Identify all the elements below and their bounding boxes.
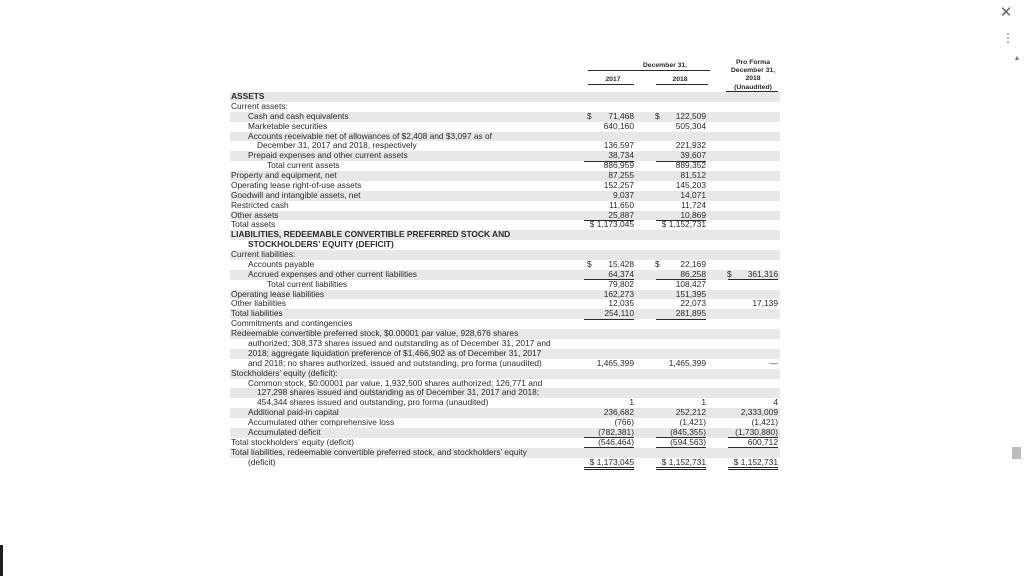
- header-year-2018: 2018: [672, 76, 688, 83]
- cell-c2017: 254,110: [604, 308, 634, 319]
- cell-c2017: 87,255: [608, 170, 634, 181]
- cell-underline: [584, 469, 634, 470]
- cell-c2017: 15,428: [608, 258, 634, 269]
- cell-c2018: 10,869: [680, 209, 706, 220]
- cell-c2017: 136,597: [603, 140, 634, 151]
- cell-c2018: 151,395: [675, 288, 706, 299]
- header-pro-forma-year: 2018: [745, 75, 761, 82]
- row-label: Redeemable convertible preferred stock, $0.00001 par value, 928,676 shares: [231, 328, 519, 339]
- cell-c2018: (1,421): [679, 417, 706, 428]
- dollar-sign: $: [655, 110, 660, 121]
- dollar-sign: $: [587, 110, 592, 121]
- cell-underline: [656, 469, 706, 470]
- cell-c2018: 145,203: [675, 179, 706, 190]
- header-rule-2018: [656, 84, 708, 85]
- cell-c2018: 1: [701, 397, 706, 408]
- row-label: Marketable securities: [248, 120, 328, 131]
- cell-cpf: 361,316: [747, 268, 778, 279]
- row-label: Other liabilities: [231, 298, 286, 309]
- row-label: Cash and cash equivalents: [248, 110, 349, 121]
- row-label: Goodwill and intangible assets, net: [231, 189, 361, 200]
- cell-underline: [728, 469, 778, 470]
- row-label: Total liabilities: [231, 308, 283, 319]
- cell-c2018: 39,607: [680, 150, 706, 161]
- cell-c2017: 236,682: [603, 407, 634, 418]
- row-label: 127,298 shares issued and outstanding as of December 31, 2017 and 2018;: [257, 387, 540, 398]
- cell-c2018: $ 1,152,731: [661, 456, 706, 467]
- row-label: Total assets: [231, 219, 276, 230]
- cell-c2018: 108,427: [675, 278, 706, 289]
- header-rule-2017: [588, 84, 634, 85]
- cell-cpf: (1,421): [751, 417, 778, 428]
- row-label: Accrued expenses and other current liabilities: [248, 268, 417, 279]
- row-label: and 2018; no shares authorized, issued and outstanding, pro forma (unaudited): [248, 357, 542, 368]
- close-icon[interactable]: ✕: [999, 4, 1013, 21]
- cell-c2017: 1: [629, 397, 634, 408]
- row-label: Accumulated other comprehensive loss: [248, 417, 395, 428]
- row-shade: [230, 92, 780, 102]
- row-label: Other assets: [231, 209, 279, 220]
- cell-cpf: 17,139: [752, 298, 778, 309]
- row-label: Total liabilities, redeemable convertible preferred stock, and stockholders’ equity: [231, 446, 527, 457]
- header-year-2017: 2017: [605, 76, 621, 83]
- cell-c2018: 252,212: [675, 407, 706, 418]
- cell-c2017: $ 1,173,045: [589, 456, 634, 467]
- row-label: Common stock, $0.00001 par value, 1,932,500 shares authorized; 126,771 and: [248, 377, 543, 388]
- cell-c2017: 9,037: [613, 189, 634, 200]
- header-rule: [588, 70, 710, 71]
- scroll-up-icon[interactable]: ▲: [1013, 55, 1021, 62]
- cell-c2017: 1,465,399: [596, 357, 634, 368]
- cell-c2018: 221,932: [675, 140, 706, 151]
- cell-c2017: 38,734: [608, 150, 634, 161]
- cell-c2018: (594,563): [670, 436, 706, 447]
- cell-cpf: $ 1,152,731: [733, 456, 778, 467]
- cell-c2018: 1,465,399: [668, 357, 706, 368]
- row-label: December 31, 2017 and 2018, respectively: [257, 140, 417, 151]
- cell-c2018: 22,073: [680, 298, 706, 309]
- row-label: Additional paid-in capital: [248, 407, 339, 418]
- cell-c2018: 281,895: [675, 308, 706, 319]
- cell-c2018: 14,071: [680, 189, 706, 200]
- header-pro-forma-unaudited: (Unaudited): [734, 84, 772, 91]
- cell-c2018: 11,724: [681, 199, 706, 210]
- cell-c2018: 505,304: [675, 120, 706, 131]
- cell-c2017: (546,464): [598, 436, 634, 447]
- cell-cpf: —: [769, 357, 778, 368]
- cell-cpf: (1,730,880): [735, 426, 778, 437]
- row-label: LIABILITIES, REDEEMABLE CONVERTIBLE PREFERRED STOCK AND: [231, 229, 511, 240]
- cell-underline: [728, 467, 778, 468]
- header-pro-forma-date: December 31,: [730, 67, 776, 74]
- row-label: Total current liabilities: [267, 278, 348, 289]
- dollar-sign: $: [727, 268, 732, 279]
- cell-c2018: $ 1,152,731: [661, 219, 706, 230]
- header-december-31: December 31,: [642, 62, 688, 69]
- cell-c2017: $ 1,173,045: [589, 219, 634, 230]
- cell-c2018: 22,169: [680, 258, 706, 269]
- row-label: Current assets:: [231, 100, 288, 111]
- cell-c2018: 122,509: [675, 110, 706, 121]
- dollar-sign: $: [587, 258, 592, 269]
- cell-c2017: (766): [614, 417, 634, 428]
- cell-c2017: 11,650: [609, 199, 634, 210]
- row-label: Property and equipment, net: [231, 170, 337, 181]
- cell-c2017: 79,802: [608, 278, 634, 289]
- cell-c2017: 25,887: [608, 209, 634, 220]
- more-vertical-icon[interactable]: ⋮: [1002, 31, 1014, 45]
- row-label: Restricted cash: [231, 199, 289, 210]
- row-label: Stockholders’ equity (deficit):: [231, 367, 338, 378]
- cell-c2017: 12,035: [608, 298, 634, 309]
- row-label: STOCKHOLDERS’ EQUITY (DEFICIT): [248, 239, 394, 250]
- cell-cpf: 2,333,009: [740, 407, 778, 418]
- row-label: ASSETS: [231, 91, 265, 101]
- cell-c2017: (782,381): [598, 426, 634, 437]
- cell-c2018: 889,352: [675, 160, 706, 171]
- cell-cpf: 4: [773, 397, 778, 408]
- cell-c2018: 81,512: [680, 170, 706, 181]
- row-label: 454,344 shares issued and outstanding, pro forma (unaudited): [257, 397, 489, 408]
- row-label: Total stockholders’ equity (deficit): [231, 436, 355, 447]
- cell-c2017: 886,959: [603, 160, 634, 171]
- row-label: authorized; 308,373 shares issued and outstanding as of December 31, 2017 and: [248, 338, 551, 348]
- row-label: Accounts receivable net of allowances of $2,408 and $3,097 as of: [248, 130, 492, 141]
- cell-underline: [728, 279, 778, 280]
- row-label: Operating lease liabilities: [231, 288, 325, 299]
- cell-cpf: 600,712: [747, 436, 778, 447]
- scrollbar-thumb[interactable]: [1012, 447, 1021, 459]
- row-label: Accounts payable: [248, 258, 315, 269]
- header-pro-forma: Pro Forma: [736, 59, 770, 66]
- cell-c2017: 71,468: [608, 110, 634, 121]
- cell-c2017: 640,160: [603, 120, 634, 131]
- row-label: 2018; aggregate liquidation preference of $1,466,902 as of December 31, 2017: [248, 347, 542, 358]
- cell-c2017: 162,273: [603, 288, 634, 299]
- row-label: Operating lease right-of-use assets: [231, 179, 362, 190]
- cell-c2018: (845,355): [670, 426, 706, 437]
- row-label: Commitments and contingencies: [231, 318, 353, 329]
- row-label: Current liabilities:: [231, 249, 296, 260]
- dollar-sign: $: [655, 258, 660, 269]
- cell-underline: [656, 319, 706, 320]
- cell-c2017: 152,257: [603, 179, 634, 190]
- row-label: Total current assets: [267, 160, 340, 171]
- cell-c2018: 86,258: [680, 268, 706, 279]
- cell-c2017: 64,374: [608, 268, 634, 279]
- row-label: Accumulated deficit: [248, 426, 321, 437]
- row-label: Prepaid expenses and other current assets: [248, 150, 408, 161]
- row-label: (deficit): [248, 456, 276, 467]
